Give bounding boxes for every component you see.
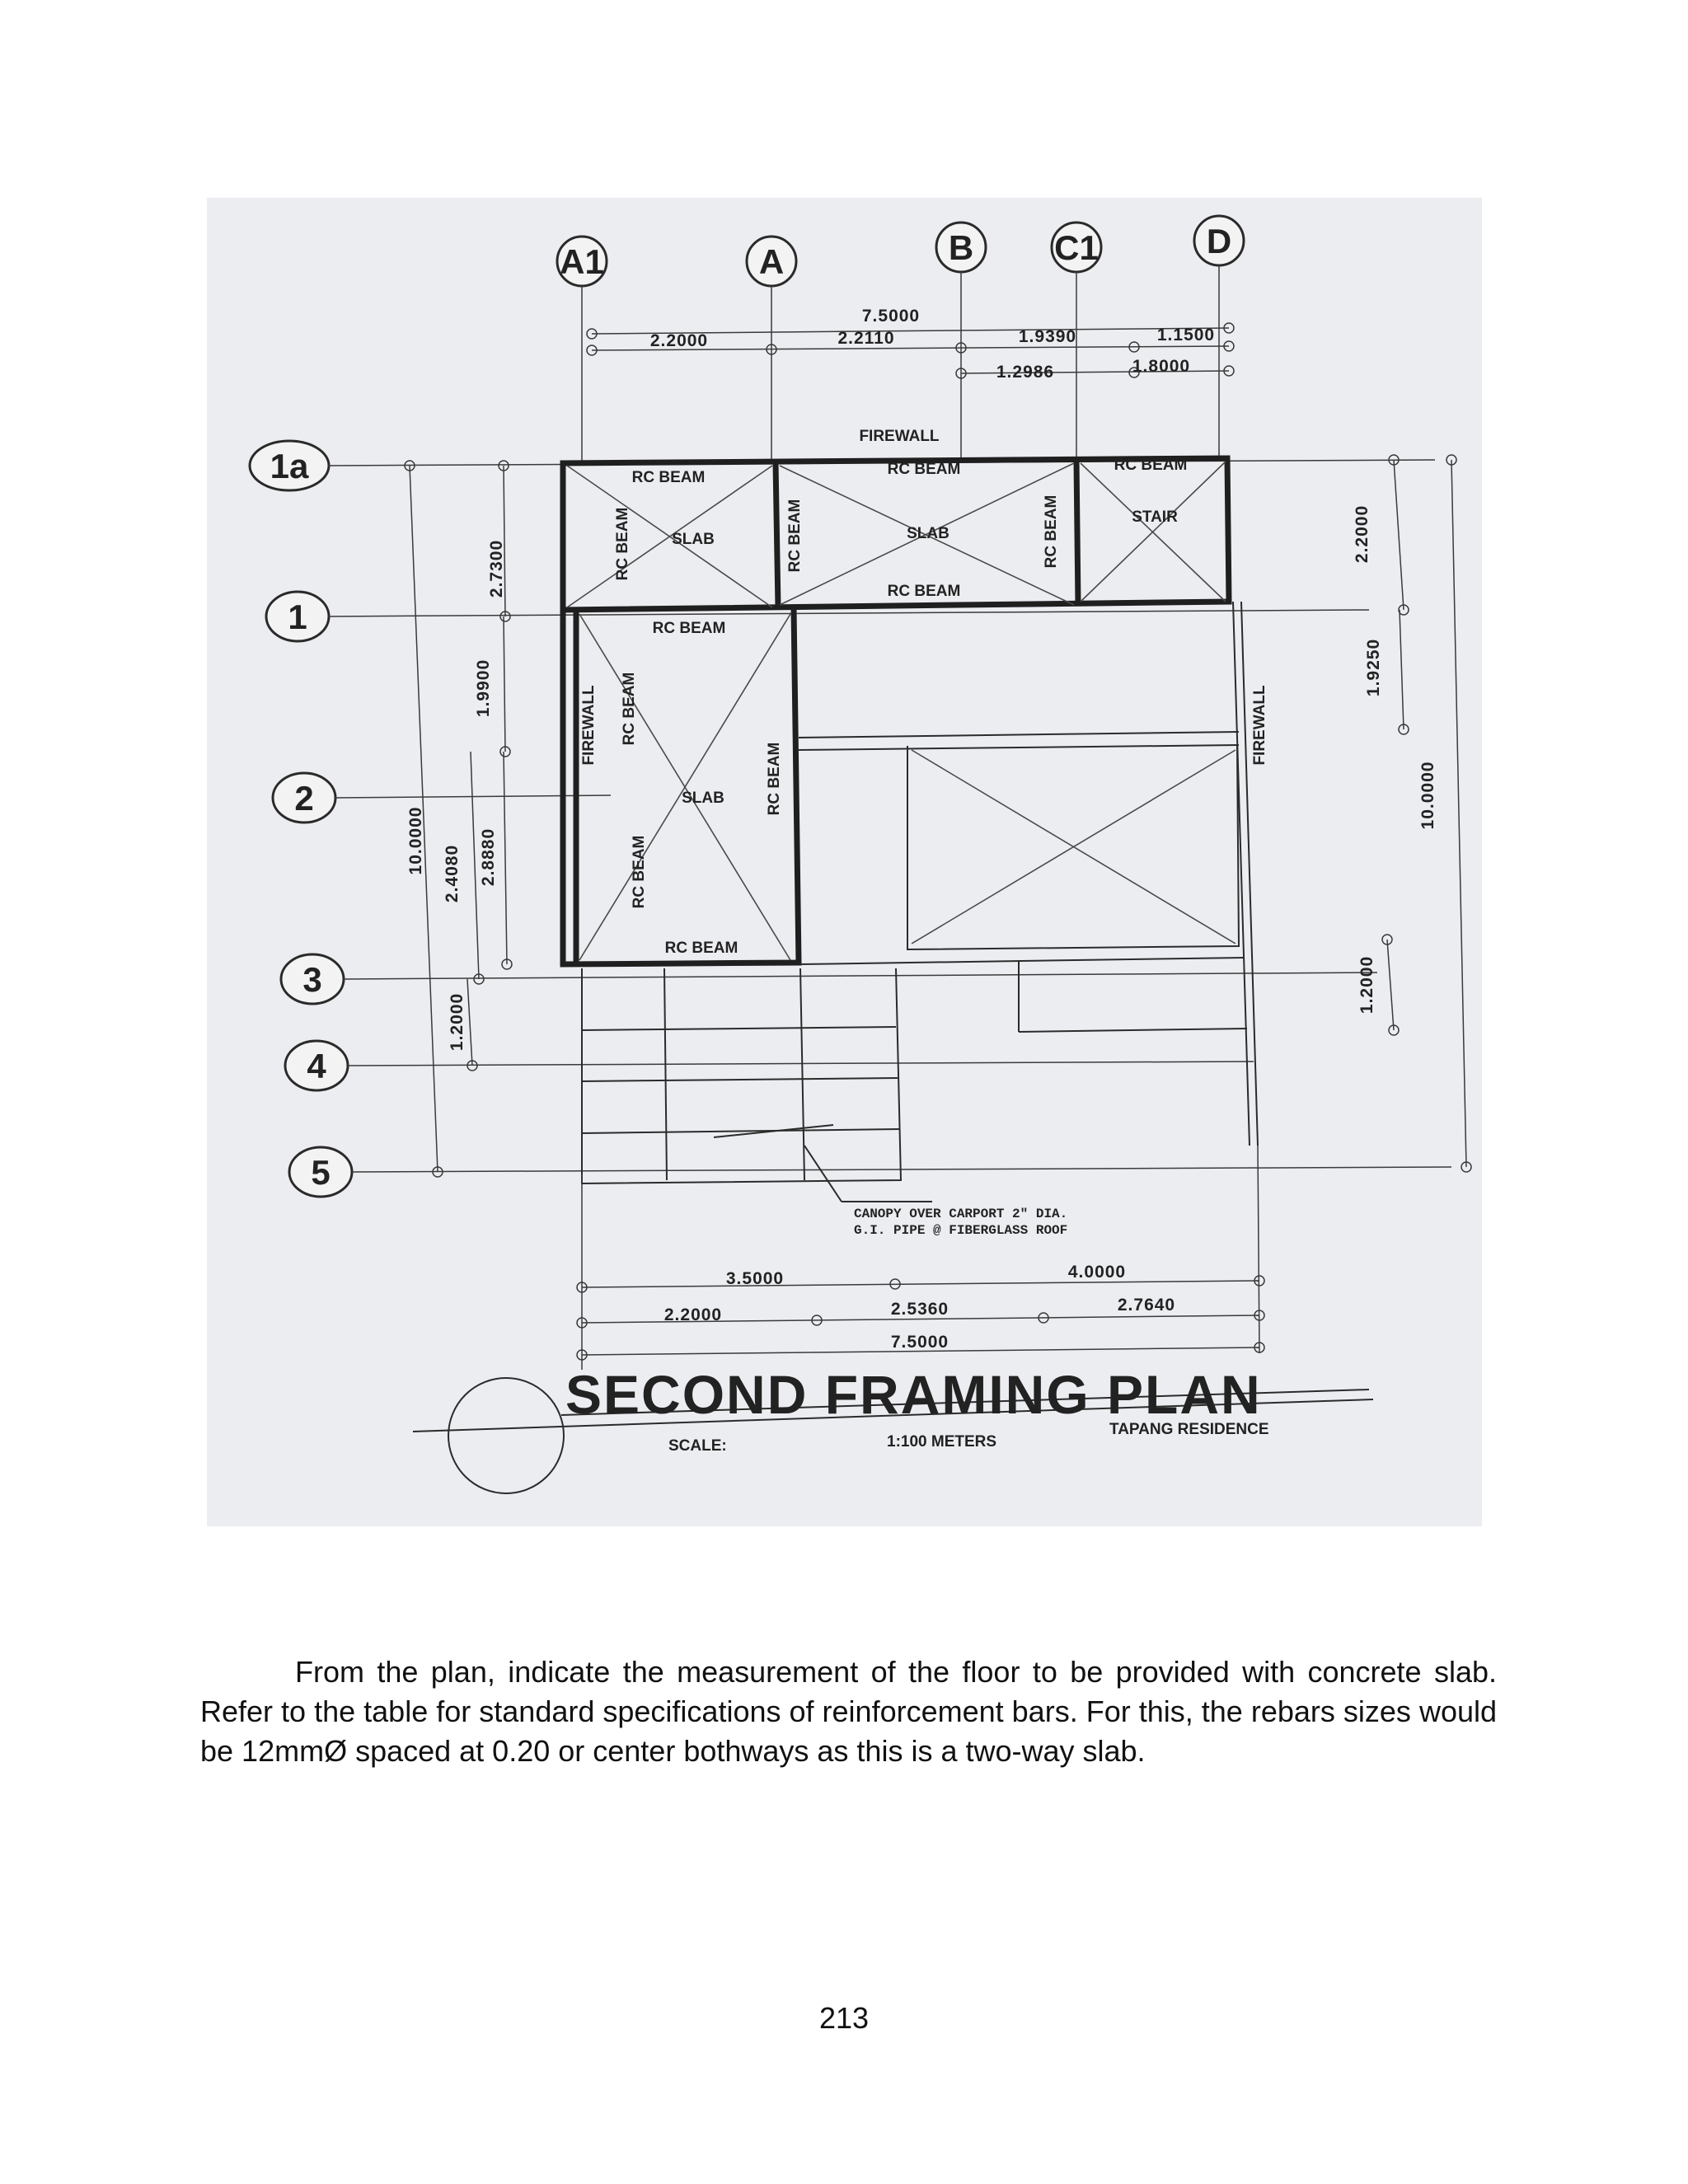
- slab-label: SLAB: [907, 525, 950, 542]
- dim-bottom-right: 4.0000: [1067, 1263, 1127, 1282]
- page-number: 213: [818, 2001, 870, 2035]
- dim-right-top: 2.2000: [1353, 504, 1372, 564]
- rc-beam-label: RC BEAM: [614, 507, 631, 581]
- dim-right-bottom: 1.2000: [1357, 955, 1376, 1015]
- dim-bottom-seg1: 2.2000: [663, 1305, 723, 1324]
- dim-top-a1-a: 2.2000: [649, 331, 709, 350]
- grid-label-1: 1: [288, 598, 307, 636]
- beam-framing: [563, 458, 1258, 1146]
- dim-left-total: 10.0000: [406, 806, 425, 875]
- grid-label-b: B: [948, 228, 974, 267]
- firewall-label-right: FIREWALL: [1251, 685, 1268, 766]
- rc-beam-label: RC BEAM: [887, 461, 961, 478]
- rc-beam-label: RC BEAM: [766, 742, 783, 816]
- carport-framing: [582, 968, 932, 1202]
- bottom-dimensions: [577, 1146, 1264, 1370]
- grid-label-2: 2: [294, 779, 314, 818]
- canopy-note-line2: G.I. PIPE @ FIBERGLASS ROOF: [854, 1223, 1068, 1238]
- rc-beam-label: RC BEAM: [652, 620, 726, 637]
- dim-left-1-2: 1.9900: [474, 658, 493, 718]
- grid-label-1a: 1a: [270, 447, 309, 485]
- rc-beam-label: RC BEAM: [1114, 457, 1188, 474]
- slab-diagonals: [567, 462, 1236, 960]
- grid-label-d: D: [1206, 222, 1232, 260]
- rc-beam-label: RC BEAM: [786, 499, 804, 573]
- grid-lines: [329, 265, 1451, 1172]
- rc-beam-label: RC BEAM: [631, 835, 648, 909]
- dim-top-row2-left: 1.2986: [996, 363, 1055, 382]
- firewall-label-top: FIREWALL: [859, 428, 940, 445]
- scale-label: SCALE:: [668, 1437, 727, 1455]
- dim-top-total: 7.5000: [861, 307, 921, 326]
- rc-beam-label: RC BEAM: [664, 940, 738, 957]
- left-dimensions: [405, 461, 512, 1177]
- grid-label-3: 3: [302, 960, 322, 999]
- slab-label: SLAB: [682, 790, 724, 807]
- dim-bottom-seg3: 2.7640: [1117, 1296, 1176, 1315]
- rc-beam-label: RC BEAM: [621, 672, 638, 746]
- dim-right-mid: 1.9250: [1364, 638, 1383, 697]
- dim-left-sub: 2.4080: [443, 844, 462, 903]
- grid-label-a1: A1: [560, 242, 604, 281]
- dim-right-total: 10.0000: [1418, 761, 1437, 830]
- grid-label-4: 4: [307, 1047, 326, 1085]
- dim-top-row2-right: 1.8000: [1132, 357, 1191, 376]
- element-labels: [580, 428, 1268, 1238]
- dim-left-3-4: 1.2000: [448, 992, 467, 1052]
- grid-label-5: 5: [311, 1153, 331, 1192]
- grid-column-bubbles: [557, 216, 1244, 286]
- dim-top-a-b: 2.2110: [837, 329, 895, 348]
- dim-left-2-3: 2.8880: [479, 827, 498, 887]
- dim-top-b-c1: 1.9390: [1018, 327, 1077, 346]
- canopy-note-line1: CANOPY OVER CARPORT 2" DIA.: [854, 1207, 1068, 1221]
- grid-label-a: A: [758, 242, 785, 281]
- rc-beam-label: RC BEAM: [631, 469, 706, 486]
- slab-label: SLAB: [672, 531, 715, 548]
- dim-bottom-total: 7.5000: [890, 1333, 950, 1352]
- right-dimensions: [1353, 455, 1471, 1172]
- title-block: [413, 1364, 1373, 1493]
- grid-label-c1: C1: [1054, 228, 1099, 267]
- body-paragraph: From the plan, indicate the measurement of the floor to be provided with concrete slab. Refer to the table for standard specifications of reinforcement bars. For this, the rebars sizes would be 12mmØ spaced at 0.20 or center bothways as this is a two-way slab.: [200, 1655, 1497, 1768]
- top-dimensions: [587, 307, 1234, 382]
- dim-left-1a-1: 2.7300: [487, 539, 506, 598]
- stair-label: STAIR: [1132, 509, 1178, 526]
- rc-beam-label: RC BEAM: [887, 583, 961, 600]
- dim-top-c1-d: 1.1500: [1156, 326, 1216, 344]
- dim-bottom-seg2: 2.5360: [890, 1300, 950, 1319]
- dim-bottom-left: 3.5000: [725, 1269, 785, 1288]
- grid-row-bubbles: [250, 441, 352, 1197]
- project-name: TAPANG RESIDENCE: [1109, 1421, 1269, 1438]
- firewall-label-left: FIREWALL: [580, 685, 598, 766]
- plan-title: SECOND FRAMING PLAN: [565, 1364, 1262, 1425]
- scale-value: 1:100 METERS: [887, 1433, 997, 1451]
- framing-plan-drawing: [207, 198, 1482, 1526]
- rc-beam-label: RC BEAM: [1043, 494, 1060, 569]
